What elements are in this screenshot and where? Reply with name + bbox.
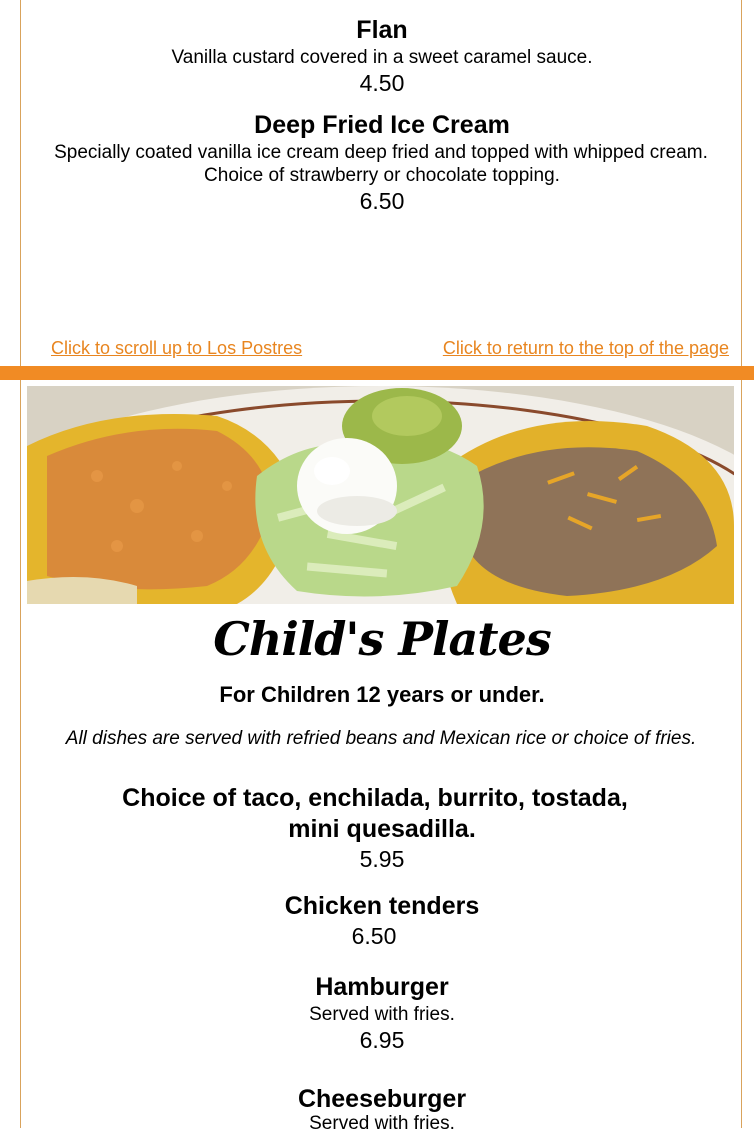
dessert-description-line2: Choice of strawberry or chocolate topping. <box>204 165 560 186</box>
kids-item-name-cheeseburger: Cheeseburger <box>297 1085 467 1113</box>
childs-plates-subtitle: For Children 12 years or under. <box>219 682 545 707</box>
childs-plates-note: All dishes are served with refried beans and Mexican rice or choice of fries. <box>65 728 697 749</box>
dessert-price-fried-ice-cream: 6.50 <box>359 188 405 214</box>
dessert-price-flan: 4.50 <box>359 70 405 96</box>
page-frame-right <box>741 0 742 1128</box>
kids-item-name-line2: mini quesadilla. <box>288 815 476 843</box>
kids-item-name-line1: Choice of taco, enchilada, burrito, tostada, <box>122 784 628 812</box>
dessert-name-fried-ice-cream: Deep Fried Ice Cream <box>254 111 510 139</box>
childs-plate-photo <box>27 386 734 604</box>
kids-item-name-chicken-tenders: Chicken tenders <box>284 892 480 920</box>
section-divider-bar <box>0 366 754 380</box>
kids-item-name-hamburger: Hamburger <box>315 973 449 1001</box>
dessert-description-flan: Vanilla custard covered in a sweet caramel sauce. <box>171 47 593 68</box>
dessert-name-flan: Flan <box>356 16 408 44</box>
kids-item-description-cheeseburger: Served with fries. <box>309 1113 455 1134</box>
kids-item-price-combo: 5.95 <box>359 846 405 872</box>
scroll-up-postres-link[interactable]: Click to scroll up to Los Postres <box>51 338 303 358</box>
dessert-description-line1: Specially coated vanilla ice cream deep fried and topped with whipped cream. <box>54 142 708 163</box>
kids-item-price-chicken-tenders: 6.50 <box>351 923 397 949</box>
page-frame-left <box>20 0 21 1128</box>
section-title-childs-plates: Child's Plates <box>213 612 551 666</box>
return-to-top-link[interactable]: Click to return to the top of the page <box>442 338 729 358</box>
kids-item-description-hamburger: Served with fries. <box>309 1004 455 1025</box>
kids-item-price-hamburger: 6.95 <box>359 1027 405 1053</box>
